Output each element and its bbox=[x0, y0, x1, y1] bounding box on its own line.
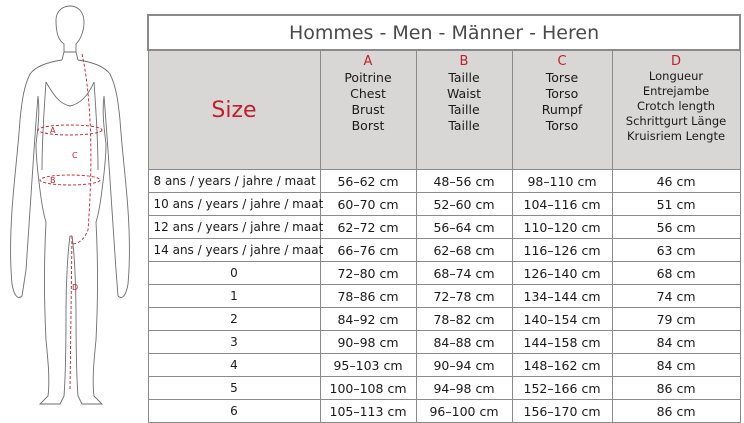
crotch-length-cell: 84 cm bbox=[612, 354, 740, 377]
chest-cell: 90–98 cm bbox=[320, 331, 416, 354]
waist-cell: 96–100 cm bbox=[416, 400, 512, 423]
column-header-crotch-length: D Longueur Entrejambe Crotch length Schrittgurt Länge Kruisriem Lengte bbox=[612, 50, 740, 170]
crotch-length-cell: 68 cm bbox=[612, 262, 740, 285]
waist-cell: 90–94 cm bbox=[416, 354, 512, 377]
label-a: A bbox=[50, 126, 56, 135]
waist-cell: 68–74 cm bbox=[416, 262, 512, 285]
body-outline bbox=[11, 6, 130, 404]
chest-cell: 105–113 cm bbox=[320, 400, 416, 423]
waist-cell: 48–56 cm bbox=[416, 170, 512, 193]
chest-cell: 95–103 cm bbox=[320, 354, 416, 377]
column-header-torso: C Torse Torso Rumpf Torso bbox=[512, 50, 612, 170]
column-letter: D bbox=[671, 54, 682, 69]
column-header-waist: B Taille Waist Taille Taille bbox=[416, 50, 512, 170]
table-row bbox=[148, 193, 740, 216]
label-b: B bbox=[50, 176, 56, 185]
table-row bbox=[148, 400, 740, 423]
chest-cell: 84–92 cm bbox=[320, 308, 416, 331]
size-cell: 14 ans / years / jahre / maat bbox=[148, 239, 320, 262]
crotch-length-cell: 79 cm bbox=[612, 308, 740, 331]
waist-cell: 52–60 cm bbox=[416, 193, 512, 216]
crotch-length-cell: 46 cm bbox=[612, 170, 740, 193]
chest-cell: 62–72 cm bbox=[320, 216, 416, 239]
torso-cell: 98–110 cm bbox=[512, 170, 612, 193]
size-chart-table bbox=[147, 14, 741, 423]
size-cell: 10 ans / years / jahre / maat bbox=[148, 193, 320, 216]
torso-cell: 140–154 cm bbox=[512, 308, 612, 331]
torso-cell: 144–158 cm bbox=[512, 331, 612, 354]
size-cell: 6 bbox=[148, 400, 320, 423]
size-cell: 3 bbox=[148, 331, 320, 354]
crotch-length-cell: 84 cm bbox=[612, 331, 740, 354]
table-row bbox=[148, 354, 740, 377]
crotch-length-cell: 86 cm bbox=[612, 400, 740, 423]
chest-cell: 100–108 cm bbox=[320, 377, 416, 400]
size-cell: 12 ans / years / jahre / maat bbox=[148, 216, 320, 239]
crotch-length-cell: 56 cm bbox=[612, 216, 740, 239]
table-row bbox=[148, 170, 740, 193]
torso-cell: 116–126 cm bbox=[512, 239, 612, 262]
column-letter: B bbox=[459, 54, 469, 69]
table-title: Hommes - Men - Männer - Heren bbox=[148, 15, 740, 50]
torso-cell: 148–162 cm bbox=[512, 354, 612, 377]
label-c: C bbox=[72, 151, 78, 160]
waist-cell: 84–88 cm bbox=[416, 331, 512, 354]
size-cell: 8 ans / years / jahre / maat bbox=[148, 170, 320, 193]
table-row bbox=[148, 285, 740, 308]
crotch-length-cell: 74 cm bbox=[612, 285, 740, 308]
size-cell: 1 bbox=[148, 285, 320, 308]
chest-cell: 78–86 cm bbox=[320, 285, 416, 308]
waist-cell: 72–78 cm bbox=[416, 285, 512, 308]
measurement-lines bbox=[38, 54, 102, 390]
torso-cell: 156–170 cm bbox=[512, 400, 612, 423]
chest-cell: 56–62 cm bbox=[320, 170, 416, 193]
table-row bbox=[148, 308, 740, 331]
chest-cell: 60–70 cm bbox=[320, 193, 416, 216]
column-letter: A bbox=[363, 54, 373, 69]
chest-cell: 72–80 cm bbox=[320, 262, 416, 285]
table-row bbox=[148, 216, 740, 239]
crotch-length-cell: 63 cm bbox=[612, 239, 740, 262]
label-d: D bbox=[72, 283, 79, 292]
torso-cell: 110–120 cm bbox=[512, 216, 612, 239]
torso-cell: 126–140 cm bbox=[512, 262, 612, 285]
table-row bbox=[148, 262, 740, 285]
table-row bbox=[148, 239, 740, 262]
size-cell: 0 bbox=[148, 262, 320, 285]
column-letter: C bbox=[557, 54, 567, 69]
torso-cell: 134–144 cm bbox=[512, 285, 612, 308]
torso-cell: 104–116 cm bbox=[512, 193, 612, 216]
column-header-chest: A Poitrine Chest Brust Borst bbox=[320, 50, 416, 170]
size-cell: 5 bbox=[148, 377, 320, 400]
table-row bbox=[148, 331, 740, 354]
chest-cell: 66–76 cm bbox=[320, 239, 416, 262]
waist-cell: 62–68 cm bbox=[416, 239, 512, 262]
waist-cell: 56–64 cm bbox=[416, 216, 512, 239]
waist-cell: 78–82 cm bbox=[416, 308, 512, 331]
table-row bbox=[148, 377, 740, 400]
waist-cell: 94–98 cm bbox=[416, 377, 512, 400]
body-measurement-figure bbox=[0, 0, 146, 414]
crotch-length-cell: 51 cm bbox=[612, 193, 740, 216]
size-cell: 4 bbox=[148, 354, 320, 377]
size-cell: 2 bbox=[148, 308, 320, 331]
torso-cell: 152–166 cm bbox=[512, 377, 612, 400]
size-header: Size bbox=[148, 50, 320, 170]
crotch-length-cell: 86 cm bbox=[612, 377, 740, 400]
